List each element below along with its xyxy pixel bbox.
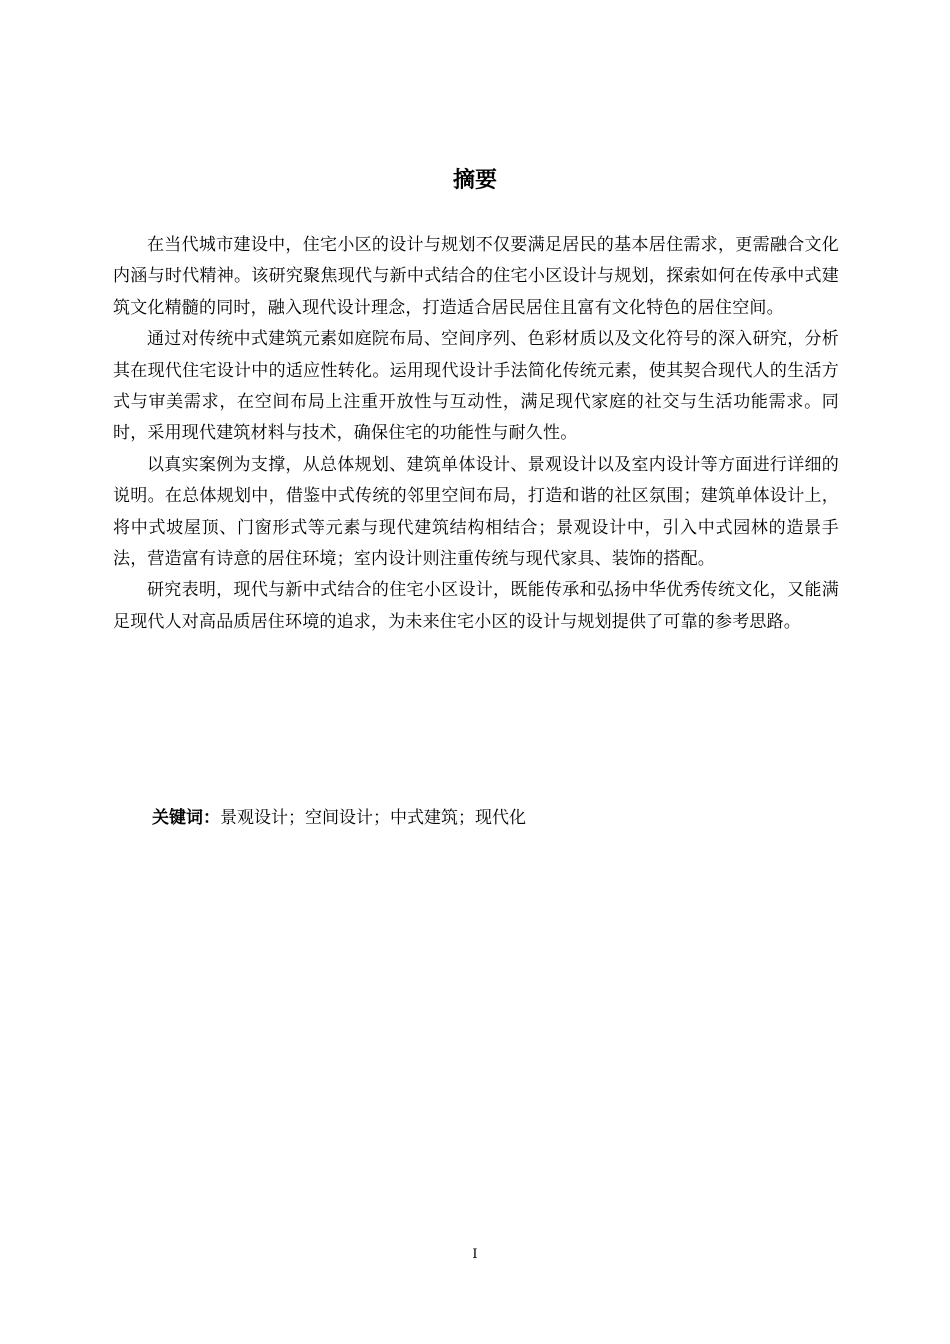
abstract-paragraph-1: 在当代城市建设中，住宅小区的设计与规划不仅要满足居民的基本居住需求，更需融合文化内涵与时代精神。该研究聚焦现代与新中式结合的住宅小区设计与规划，探索如何在传承中式建筑文化精髓的同时，融入现代设计理念，打造适合居民居住且富有文化特色的居住空间。 (113, 235, 839, 318)
keywords-text: 景观设计；空间设计；中式建筑；现代化 (220, 808, 526, 828)
abstract-paragraph-3: 以真实案例为支撑，从总体规划、建筑单体设计、景观设计以及室内设计等方面进行详细的说明。在总体规划中，借鉴中式传统的邻里空间布局，打造和谐的社区氛围；建筑单体设计上，将中式坡屋顶、门窗形式等元素与现代建筑结构相结合；景观设计中，引入中式园林的造景手法，营造富有诗意的居住环境；室内设计则注重传统与现代家具、装饰的搭配。 (113, 454, 839, 570)
abstract-paragraph-4: 研究表明，现代与新中式结合的住宅小区设计，既能传承和弘扬中华优秀传统文化，又能满足现代人对高品质居住环境的追求，为未来住宅小区的设计与规划提供了可靠的参考思路。 (113, 580, 839, 632)
page-title: 摘要 (452, 168, 497, 193)
keywords-label: 关键词： (152, 808, 220, 828)
abstract-paragraph-2: 通过对传统中式建筑元素如庭院布局、空间序列、色彩材质以及文化符号的深入研究，分析其在现代住宅设计中的适应性转化。运用现代设计手法简化传统元素，使其契合现代人的生活方式与审美需求，在空间布局上注重开放性与互动性，满足现代家庭的社交与生活功能需求。同时，采用现代建筑材料与技术，确保住宅的功能性与耐久性。 (113, 329, 839, 444)
page-number: I (472, 1247, 478, 1262)
keywords-line (152, 803, 842, 834)
abstract-body (113, 230, 839, 638)
